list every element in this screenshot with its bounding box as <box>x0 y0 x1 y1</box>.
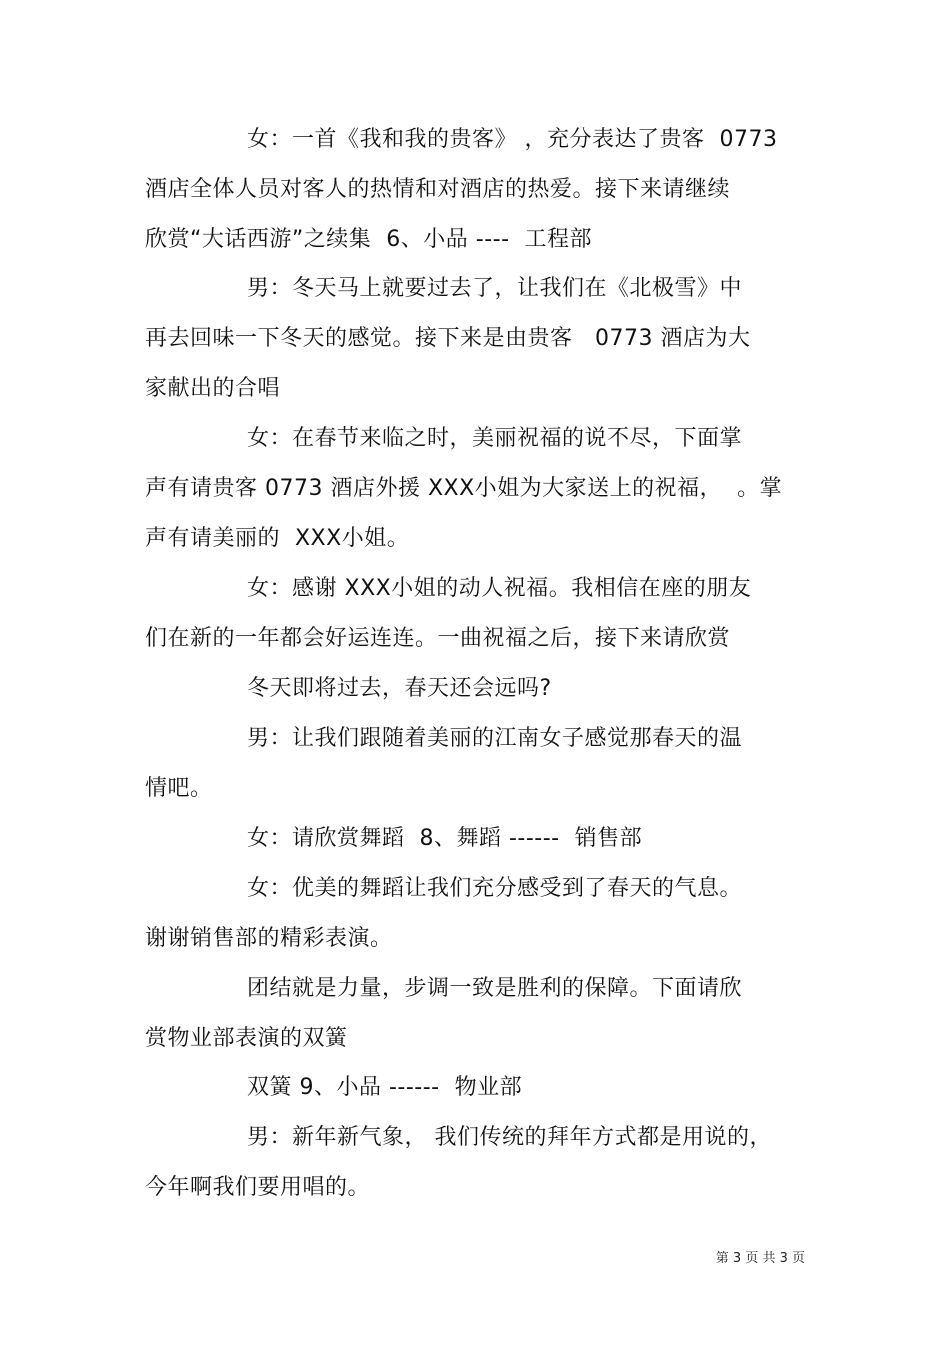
text-line: 再去回味一下冬天的感觉。接下来是由贵客 0773 酒店为大 <box>145 326 751 351</box>
text-line: 男：新年新气象， 我们传统的拜年方式都是用说的， <box>247 1125 772 1150</box>
text-line: 双簧 9、小品 ------ 物业部 <box>247 1075 523 1100</box>
text-line: 女：请欣赏舞蹈 8、舞蹈 ------ 销售部 <box>247 826 643 851</box>
text-line: 女：感谢 XXX小姐的动人祝福。我相信在座的朋友 <box>247 576 752 601</box>
text-line: 女：一首《我和我的贵客》 ，充分表达了贵客 0773 <box>247 127 778 152</box>
text-line: 男：冬天马上就要过去了，让我们在《北极雪》中 <box>247 276 743 301</box>
text-line: 今年啊我们要用唱的。 <box>145 1175 371 1200</box>
text-line: 们在新的一年都会好运连连。一曲祝福之后，接下来请欣赏 <box>145 626 731 651</box>
text-line: 声有请美丽的 XXX小姐。 <box>145 526 410 551</box>
text-line: 家献出的合唱 <box>145 376 281 401</box>
text-line: 酒店全体人员对客人的热情和对酒店的热爱。接下来请继续 <box>145 177 731 202</box>
text-line: 谢谢销售部的精彩表演。 <box>145 926 393 951</box>
text-line: 欣赏“大话西游”之续集 6、小品 ---- 工程部 <box>145 227 593 252</box>
text-line: 冬天即将过去，春天还会远吗? <box>247 676 552 701</box>
text-line: 男：让我们跟随着美丽的江南女子感觉那春天的温 <box>247 726 743 751</box>
text-line: 赏物业部表演的双簧 <box>145 1026 348 1051</box>
text-line: 女：优美的舞蹈让我们充分感受到了春天的气息。 <box>247 876 743 901</box>
text-line: 女：在春节来临之时，美丽祝福的说不尽，下面掌 <box>247 426 743 451</box>
text-line: 情吧。 <box>145 776 213 801</box>
text-line: 声有请贵客 0773 酒店外援 XXX小姐为大家送上的祝福， 。掌 <box>145 476 783 501</box>
text-line: 团结就是力量，步调一致是胜利的保障。下面请欣 <box>247 976 743 1001</box>
page-number: 第 3 页 共 3 页 <box>715 1251 805 1266</box>
